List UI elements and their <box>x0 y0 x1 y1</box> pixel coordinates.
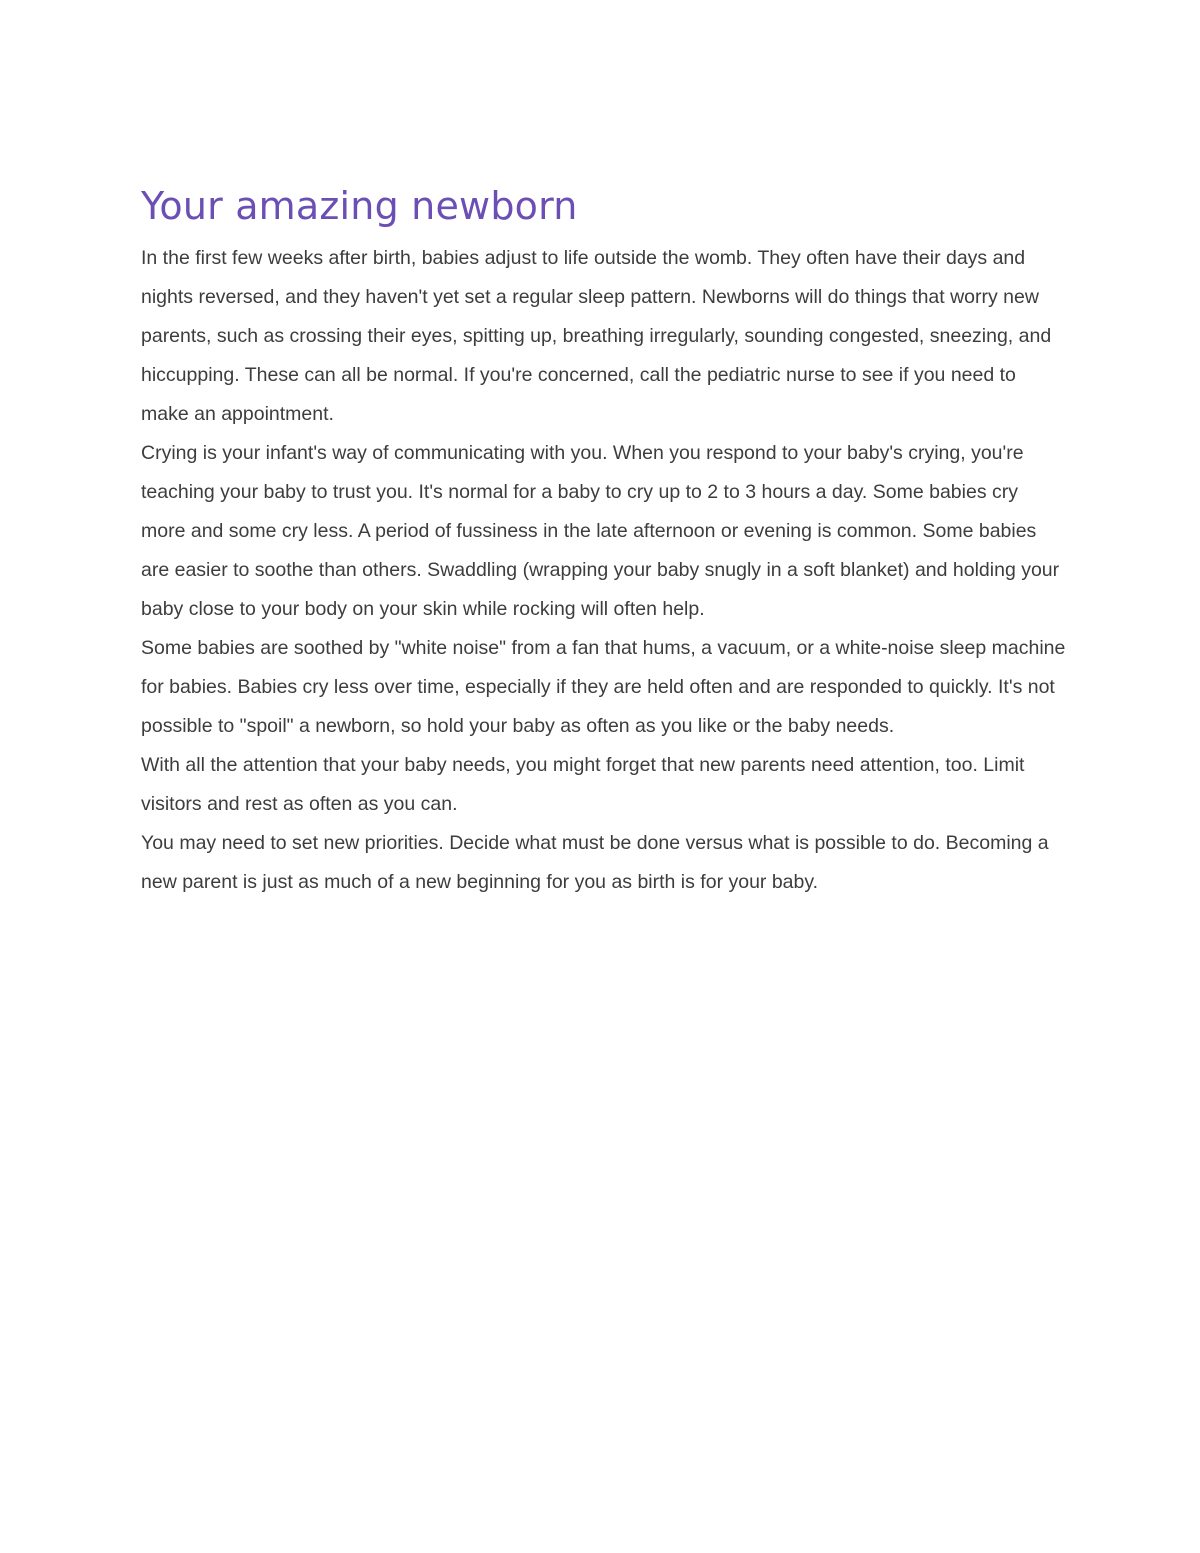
paragraph-parent-attention: With all the attention that your baby needs, you might forget that new parents need attention, too. Limit visitors and rest as often as you can. <box>141 754 1025 815</box>
paragraph-newborn-adjustment: In the first few weeks after birth, babies adjust to life outside the womb. They often have their days and nights reversed, and they haven't yet set a regular sleep pattern. Newborns will do things that worry new parents, such as crossing their eyes, spitting up, breathing irregularly, sounding congested, sneezing, and hiccupping. These can all be normal. If you're concerned, call the pediatric nurse to see if you need to make an appointment. <box>141 247 1052 425</box>
paragraph-priorities: You may need to set new priorities. Decide what must be done versus what is possible to do. Becoming a new parent is just as much of a new beginning for you as birth is for your baby. <box>141 832 1049 893</box>
document-content <box>141 180 1066 902</box>
document-title: Your amazing newborn <box>141 184 578 228</box>
paragraph-white-noise: Some babies are soothed by "white noise" from a fan that hums, a vacuum, or a white-noise sleep machine for babies. Babies cry less over time, especially if they are held often and are responded to quickly. It's not possible to "spoil" a newborn, so hold your baby as often as you like or the baby needs. <box>141 637 1066 737</box>
paragraph-crying: Crying is your infant's way of communicating with you. When you respond to your baby's crying, you're teaching your baby to trust you. It's normal for a baby to cry up to 2 to 3 hours a day. Some babies cry more and some cry less. A period of fussiness in the late afternoon or evening is common. Some babies are easier to soothe than others. Swaddling (wrapping your baby snugly in a soft blanket) and holding your baby close to your body on your skin while rocking will often help. <box>141 442 1060 620</box>
